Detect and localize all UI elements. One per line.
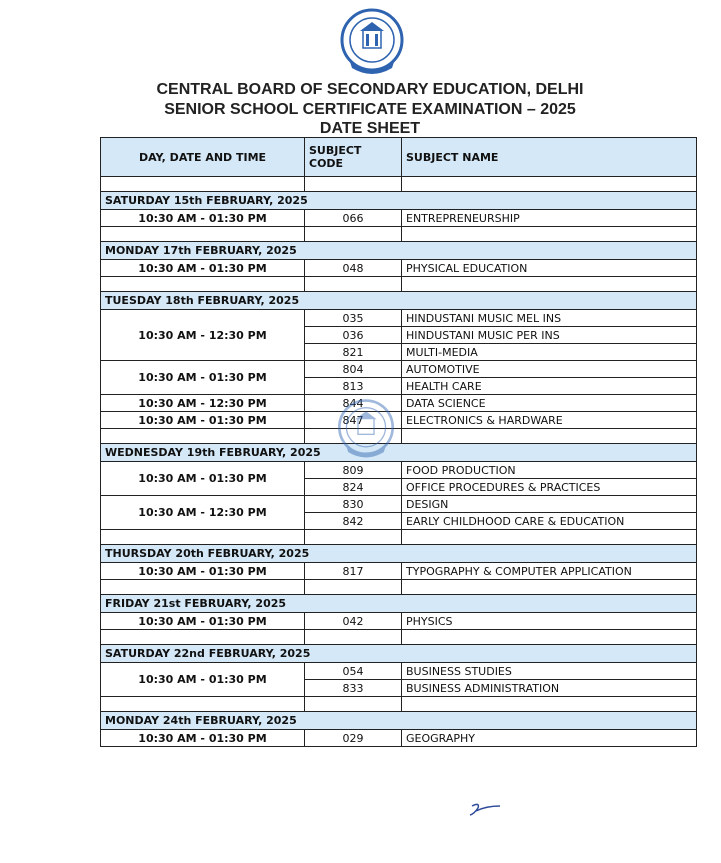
- empty-cell: [402, 177, 697, 192]
- subject-code: 842: [305, 513, 402, 530]
- day-date: THURSDAY 20th FEBRUARY, 2025: [101, 545, 697, 563]
- day-row: [101, 545, 697, 563]
- day-date: TUESDAY 18th FEBRUARY, 2025: [101, 292, 697, 310]
- day-date: SATURDAY 15th FEBRUARY, 2025: [101, 192, 697, 210]
- table-header-row: [101, 138, 697, 177]
- subject-code: 830: [305, 496, 402, 513]
- subject-code: 813: [305, 378, 402, 395]
- empty-cell: [101, 530, 305, 545]
- subject-name: EARLY CHILDHOOD CARE & EDUCATION: [402, 513, 697, 530]
- subject-name: OFFICE PROCEDURES & PRACTICES: [402, 479, 697, 496]
- exam-time: 10:30 AM - 01:30 PM: [101, 260, 305, 277]
- page-title: DATE SHEET: [319, 120, 421, 137]
- subject-name: ENTREPRENEURSHIP: [402, 210, 697, 227]
- day-date: WEDNESDAY 19th FEBRUARY, 2025: [101, 444, 697, 462]
- blank-row: [101, 697, 697, 712]
- day-row: [101, 444, 697, 462]
- day-row: [101, 192, 697, 210]
- blank-row: [101, 530, 697, 545]
- subject-code: 054: [305, 663, 402, 680]
- subject-code: 824: [305, 479, 402, 496]
- table-row: [101, 395, 697, 412]
- empty-cell: [305, 530, 402, 545]
- table-row: [101, 613, 697, 630]
- blank-row: [101, 630, 697, 645]
- subject-code: 048: [305, 260, 402, 277]
- subject-name: HINDUSTANI MUSIC PER INS: [402, 327, 697, 344]
- day-row: [101, 242, 697, 260]
- subject-name: BUSINESS STUDIES: [402, 663, 697, 680]
- empty-cell: [101, 580, 305, 595]
- empty-cell: [305, 429, 402, 444]
- subject-name: DESIGN: [402, 496, 697, 513]
- table-row: [101, 730, 697, 747]
- exam-time: 10:30 AM - 01:30 PM: [101, 412, 305, 429]
- table-row: [101, 412, 697, 429]
- subject-code: 833: [305, 680, 402, 697]
- exam-time: 10:30 AM - 12:30 PM: [101, 496, 305, 530]
- day-row: [101, 645, 697, 663]
- subject-name: PHYSICS: [402, 613, 697, 630]
- empty-cell: [402, 277, 697, 292]
- day-date: MONDAY 24th FEBRUARY, 2025: [101, 712, 697, 730]
- subject-name: FOOD PRODUCTION: [402, 462, 697, 479]
- empty-cell: [402, 630, 697, 645]
- exam-time: 10:30 AM - 12:30 PM: [101, 395, 305, 412]
- subject-code: 029: [305, 730, 402, 747]
- subject-name: PHYSICAL EDUCATION: [402, 260, 697, 277]
- exam-time: 10:30 AM - 01:30 PM: [101, 361, 305, 395]
- cbse-logo-icon: [336, 6, 408, 78]
- empty-cell: [101, 630, 305, 645]
- day-date: FRIDAY 21st FEBRUARY, 2025: [101, 595, 697, 613]
- empty-cell: [101, 177, 305, 192]
- subject-name: MULTI-MEDIA: [402, 344, 697, 361]
- table-row: [101, 260, 697, 277]
- day-row: [101, 595, 697, 613]
- empty-cell: [305, 630, 402, 645]
- empty-cell: [101, 697, 305, 712]
- column-header-subject-name: SUBJECT NAME: [402, 138, 697, 177]
- table-row: [101, 210, 697, 227]
- empty-cell: [101, 227, 305, 242]
- exam-time: 10:30 AM - 01:30 PM: [101, 663, 305, 697]
- board-name: CENTRAL BOARD OF SECONDARY EDUCATION, DELHI: [156, 81, 584, 98]
- exam-time: 10:30 AM - 01:30 PM: [101, 613, 305, 630]
- empty-cell: [305, 697, 402, 712]
- empty-cell: [101, 277, 305, 292]
- exam-time: 10:30 AM - 01:30 PM: [101, 563, 305, 580]
- subject-name: ELECTRONICS & HARDWARE: [402, 412, 697, 429]
- empty-cell: [402, 429, 697, 444]
- empty-cell: [305, 177, 402, 192]
- subject-code: 847: [305, 412, 402, 429]
- blank-row: [101, 177, 697, 192]
- blank-row: [101, 580, 697, 595]
- empty-cell: [305, 580, 402, 595]
- day-row: [101, 292, 697, 310]
- subject-code: 036: [305, 327, 402, 344]
- day-date: SATURDAY 22nd FEBRUARY, 2025: [101, 645, 697, 663]
- exam-time: 10:30 AM - 12:30 PM: [101, 310, 305, 361]
- blank-row: [101, 227, 697, 242]
- blank-row: [101, 429, 697, 444]
- subject-name: BUSINESS ADMINISTRATION: [402, 680, 697, 697]
- subject-code: 817: [305, 563, 402, 580]
- blank-row: [101, 277, 697, 292]
- subject-code: 066: [305, 210, 402, 227]
- subject-code: 804: [305, 361, 402, 378]
- signature-icon: [466, 800, 506, 818]
- day-row: [101, 712, 697, 730]
- exam-time: 10:30 AM - 01:30 PM: [101, 730, 305, 747]
- subject-code: 844: [305, 395, 402, 412]
- empty-cell: [305, 227, 402, 242]
- subject-code: 821: [305, 344, 402, 361]
- column-header-subject-code: SUBJECT CODE: [305, 138, 402, 177]
- exam-time: 10:30 AM - 01:30 PM: [101, 210, 305, 227]
- empty-cell: [101, 429, 305, 444]
- subject-name: DATA SCIENCE: [402, 395, 697, 412]
- subject-name: GEOGRAPHY: [402, 730, 697, 747]
- subject-name: HEALTH CARE: [402, 378, 697, 395]
- subject-name: TYPOGRAPHY & COMPUTER APPLICATION: [402, 563, 697, 580]
- table-row: [101, 310, 697, 327]
- subject-code: 042: [305, 613, 402, 630]
- subject-name: HINDUSTANI MUSIC MEL INS: [402, 310, 697, 327]
- column-header-day-date-time: DAY, DATE AND TIME: [101, 138, 305, 177]
- empty-cell: [402, 580, 697, 595]
- subject-code: 809: [305, 462, 402, 479]
- subject-name: AUTOMOTIVE: [402, 361, 697, 378]
- empty-cell: [402, 697, 697, 712]
- day-date: MONDAY 17th FEBRUARY, 2025: [101, 242, 697, 260]
- exam-name: SENIOR SCHOOL CERTIFICATE EXAMINATION – 2025: [164, 101, 576, 118]
- table-row: [101, 496, 697, 513]
- table-row: [101, 462, 697, 479]
- empty-cell: [305, 277, 402, 292]
- date-sheet-table: [100, 137, 697, 747]
- table-row: [101, 361, 697, 378]
- empty-cell: [402, 530, 697, 545]
- exam-time: 10:30 AM - 01:30 PM: [101, 462, 305, 496]
- empty-cell: [402, 227, 697, 242]
- table-row: [101, 663, 697, 680]
- table-row: [101, 563, 697, 580]
- subject-code: 035: [305, 310, 402, 327]
